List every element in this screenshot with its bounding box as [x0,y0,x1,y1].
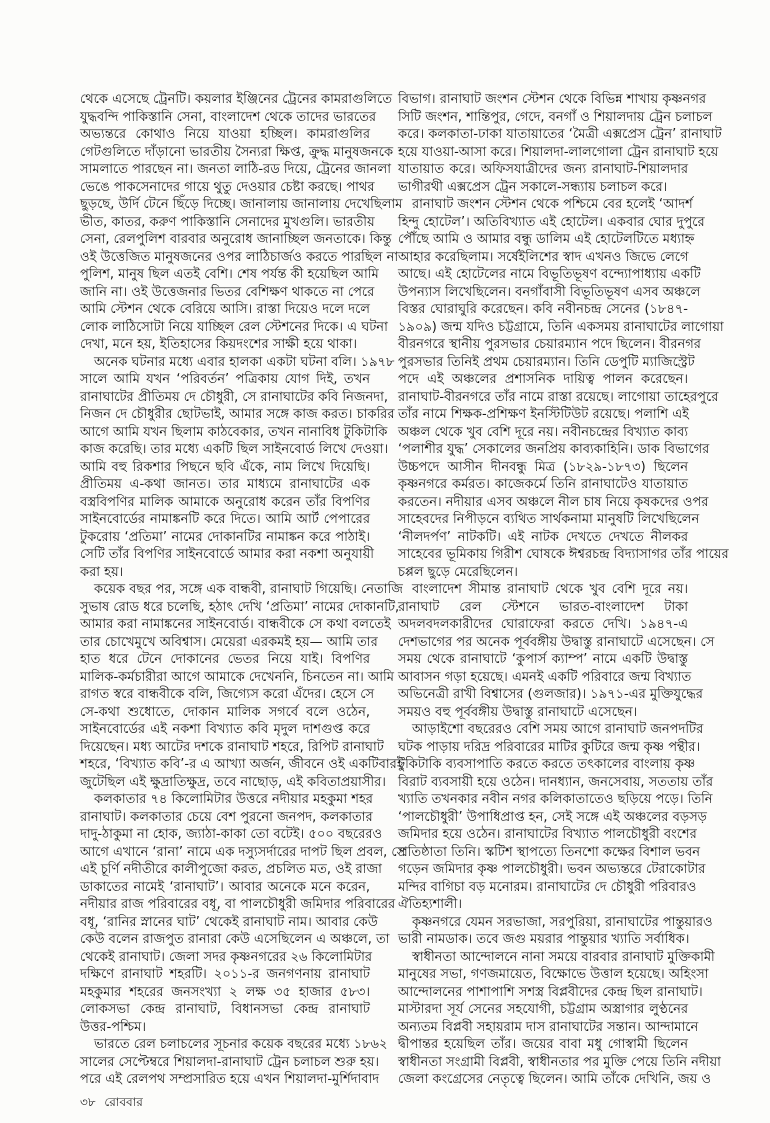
paragraph [398,949,721,1089]
text-line: অভিনেত্রী রাখী বিশ্বাসের (গুলজার)। ১৯৭১-এর মুক্তিযুদ্ধের [398,687,703,702]
text-line: সেটি তাঁর বিপণির সাইনবোর্ডে আমার করা নকশা অনুযায়ী [80,547,374,562]
text-line: টুকরোয় ‘প্রতিমা’ নামের দোকানটির নামাঙ্কন করে পাঠাই। [80,529,370,545]
text-line: সেনা, রেলপুলিশ বারবার অনুরোধ জানাচ্ছিল জনতাকে। কিন্তু [80,232,392,247]
text-line: সময় থেকে রানাঘাটে ‘কুপার্স ক্যাম্প’ নামে একটি উদ্বাস্তু [398,652,688,667]
text-line: করে। কলকাতা-ঢাকা যাতায়াতের ‘মৈত্রী এক্সপ্রেস ট্রেন’ রানাঘাট [398,127,722,142]
text-line: মালিক-কর্মচারীরা আগে আমাকে দেখেননি, চিনতেন না। আমি [80,669,394,685]
text-line: বিরাট ব্যবসায়ী হয়ে ওঠেন। দানধ্যান, জনসেবায়, সততায় তাঁর [398,774,713,790]
text-line: বীরনগরে স্থানীয় পুরসভার চেয়ারম্যান পদে ছিলেন। বীরনগর [398,337,701,352]
text-line: ভারী নামডাক। তবে জগু ময়রার পান্তুয়ার খ্যাতি সর্বাধিক। [398,932,690,947]
text-line: বিস্তর ঘোরাঘুরি করেছেন। কবি নবীনচন্দ্র সেনের (১৮৪৭- [398,302,688,317]
text-line: আন্দোলনের পাশাপাশি সশস্ত্র বিপ্লবীদের কেন্দ্র ছিল রানাঘাট। [398,984,703,1000]
text-line: সুভাষ রোড ধরে চলেছি, হঠাৎ দেখি ‘প্রতিমা’ নামের দোকানটি, [80,599,400,615]
text-line: সালের সেপ্টেম্বরে শিয়ালদা-রানাঘাট ট্রেন চলাচল শুরু হয়। [80,1054,380,1070]
text-line: আমার করা নামাঙ্কনের সাইনবোর্ড। বান্ধবীকে সে কথা বলতেই [80,617,391,632]
text-line: গেটগুলিতে দাঁড়ানো ভারতীয় সৈন্যরা ক্ষিপ্ত, ক্রুদ্ধ মানুষজনকে [80,144,394,160]
text-line: স্বাধীনতা আন্দোলনে নানা সময়ে বারবার রানাঘাট মুক্তিকামী [412,949,715,965]
text-line: সময়ও বহু পূর্ববঙ্গীয় উদ্বাস্তু রানাঘাটে এসেছেন। [398,704,638,720]
text-line: করতেন। নদীয়ার এসব অঞ্চলে নীল চাষ নিয়ে কৃষকদের ওপর [398,494,709,510]
text-line: অভ্যন্তরে কোথাও নিয়ে যাওয়া হচ্ছিল। কামরাগুলির [80,127,370,142]
text-line: পৌঁছে আমি ও আমার বন্ধু ডালিম এই হোটেলটিতে মধ্যাহ্ন [398,232,695,247]
text-line: দেশভাগের পর অনেক পূর্ববঙ্গীয় উদ্বাস্তু রানাঘাটে এসেছেন। সে [398,634,715,650]
text-line: ১৯০৯) জন্ম যদিও চট্টগ্রামে, তিনি একসময় রানাঘাটের লাগোয়া [398,319,724,335]
text-line: সাইনবোর্ডের এই নকশা বিখ্যাত কবি মৃদুল দাশগুপ্ত করে [80,722,370,737]
text-line: আছে। এই হোটেলের নামে বিভূতিভূষণ বন্দ্যোপাধ্যায় একটি [398,267,701,282]
text-line: বধূ, ‘রানির স্নানের ঘাট’ থেকেই রানাঘাট নাম। আবার কেউ [80,914,378,930]
text-line: ঐতিহ্যশালী। [398,897,463,912]
text-line: জুটেছিল এই ক্ষুদ্রাতিক্ষুদ্র, তবে নাছোড়, এই কবিতাপ্রয়াসীর। [80,774,386,790]
text-line: হাত ধরে টেনে দোকানের ভেতর নিয়ে যাই। বিপণির [80,652,370,667]
text-line: লোকসভা কেন্দ্র রানাঘাট, বিধানসভা কেন্দ্র রানাঘাট [80,1002,370,1017]
text-line: যাতায়াত করে। অফিসযাত্রীদের জন্য রানাঘাট-শিয়ালদার [398,162,688,177]
paragraph [398,91,722,196]
text-line: প্রীতিময় এ-কথা জানত। তার মাধ্যমে রানাঘাটের এক [80,477,370,492]
text-line: ভেঙে পাকসেনাদের গায়ে থুতু দেওয়ার চেষ্টা করছে। পাথর [80,179,375,195]
text-line: যুদ্ধবন্দি পাকিস্তানি সেনা, বাংলাদেশ থেকে তাদের ভারতের [80,109,377,125]
text-line: পুরসভার তিনিই প্রথম চেয়ারম্যান। তিনি ডেপুটি ম্যাজিস্ট্রেট [398,354,695,370]
text-line: কেউ বলেন রাজপুত রানারা কেউ এসেছিলেন এ অঞ্চলে, তা [80,932,390,947]
text-line: লোক লাঠিসোটা নিয়ে যাচ্ছিল রেল স্টেশনের দিকে। এ ঘটনা [80,319,388,335]
text-line: ডাকাতের নামেই ‘রানাঘাট’। আবার অনেকে মনে করেন, [80,879,370,895]
text-line: শহরে, ‘বিখ্যাত কবি’-র এ আখ্যা অর্জন, জীবনে ওই একটিবারই [80,757,404,772]
text-line: আমি বহু রিকশার পিছনে ছবি এঁকে, নাম লিখে দিয়েছি। [80,459,370,475]
text-line: দেখা, মনে হয়, ইতিহাসের কিয়দংশের সাক্ষী হয়ে থাকা। [80,337,358,352]
text-line: ভাগীরথী এক্সপ্রেস ট্রেন সকালে-সন্ধ্যায় চলাচল করে। [398,179,668,195]
text-line: কয়েক বছর পর, সঙ্গে এক বান্ধবী, রানাঘাট গিয়েছি। নেতাজি [94,582,403,597]
page-footer [80,1094,143,1110]
text-line: রানাঘাট। কলকাতার চেয়ে বেশ পুরনো জনপদ, কলকাতার [80,809,373,825]
text-line: উপন্যাস লিখেছিলেন। বনগাঁবাসী বিভূতিভূষণ এসব অঞ্চলে [398,284,701,300]
text-line: সালে আমি যখন ‘পরিবর্তন’ পত্রিকায় যোগ দিই, তখন [80,372,370,387]
text-line: হিন্দু হোটেল’। অতিবিখ্যাত এই হোটেল। একবার ঘোর দুপুরে [398,214,705,230]
text-line: থেকে এসেছে ট্রেনটি। কয়লার ইঞ্জিনের ট্রেনের কামরাগুলিতে [80,92,392,107]
text-line: অদলবদলকারীদের ঘোরাফেরা করতে দেখি। ১৯৪৭-এ [398,617,688,632]
text-line: ছুড়ছে, উর্দি টেনে ছিঁড়ে দিচ্ছে। জানালায় জানালায় দেখেছিলাম [80,197,403,212]
left-text-column [80,91,406,1089]
paragraph [80,791,406,1036]
text-line: গড়েন জমিদার কৃষ্ণ পালচৌধুরী। ভবন অভ্যন্তরে টেরাকোটার [398,862,706,877]
text-line: অনেক ঘটনার মধ্যে এবার হালকা একটা ঘটনা বলি। ১৯৭৮ [94,354,395,370]
page-number: ৩৮ [80,1095,96,1109]
paragraph [398,914,713,949]
paragraph [80,354,395,582]
text-line: মহকুমার শহরের জনসংখ্যা ২ লক্ষ ৩৫ হাজার ৫৮৩। [80,984,370,1000]
text-line: ঘটক পাড়ায় দরিদ্র পরিবারের মাটির কুটিরে জন্ম কৃষ্ণ পন্থীর। [398,739,701,755]
text-line: থেকেই রানাঘাট। জেলা সদর কৃষ্ণনগরের ২৬ কিলোমিটার [80,949,373,965]
text-line: কৃষ্ণনগরে কর্মরত। কাজেকর্মে তিনি রানাঘাটেও যাতায়াত [398,477,688,492]
text-line: পরে এই রেলপথ সম্প্রসারিত হয়ে এখন শিয়ালদা-মুর্শিদাবাদ [80,1072,380,1087]
text-line: উত্তর-পশ্চিম। [80,1019,146,1035]
text-line: আগে এখানে ‘রানা’ নামে এক দস্যুসর্দারের দাপট ছিল প্রবল, সে [80,844,406,860]
text-line: টুকিটাকি ব্যবসাপাতি করতে করতে তৎকালের বাংলায় কৃষ্ণ [398,757,696,772]
text-line: স্বাধীনতা সংগ্রামী বিপ্লবী, স্বাধীনতার পর মুক্তি পেয়ে তিনি নদীয়া [398,1054,721,1070]
text-line: এই চূর্ণি নদীতীরে কালীপুজো করত, প্রচলিত মত, ওই রাজা [80,862,382,877]
text-line: ওই উত্তেজিত মানুষজনের ওপর লাঠিচার্জও করতে পারছিল না [80,249,399,265]
text-line: কৃষ্ণনগরে যেমন সরভাজা, সরপুরিয়া, রানাঘাটের পান্তুয়ারও [412,914,713,930]
text-line: অন্যতম বিপ্লবী সহায়রাম দাস রানাঘাটের সন্তান। আন্দামানে [398,1019,699,1035]
paragraph [398,721,713,914]
text-line: দাদু-ঠাকুমা না হোক, জ্যাঠা-কাকা তো বটেই। ৫০০ বছরেরও [80,827,383,842]
text-line: কাজ করেছি। তার মধ্যে একটি ছিল সাইনবোর্ড লিখে দেওয়া। [80,442,389,457]
text-line: ‘নীলদর্পণ’ নাটকটি। এই নাটক দেখতে দেখতে নীলকর [398,529,688,545]
text-line: আমি স্টেশন থেকে বেরিয়ে আসি। রাস্তা দিয়েও দলে দলে [80,302,370,317]
text-line: রানাঘাট-বীরনগরে তাঁর নামে রাস্তা রয়েছে। লাগোয়া তাহেরপুরে [398,389,719,405]
text-line: আহার করেছিলাম। সর্ষেইলিশের স্বাদ এখনও জিভে লেগে [398,249,689,265]
text-line: অঞ্চল থেকে খুব বেশি দূরে নয়। নবীনচন্দ্রের বিখ্যাত কাব্য [398,424,688,440]
text-line: ভারতে রেল চলাচলের সূচনার কয়েক বছরের মধ্যে ১৮৬২ [94,1037,388,1052]
magazine-name: রোববার [104,1095,143,1109]
text-line: রাগত স্বরে বান্ধবীকে বলি, জিগ্যেস করো এঁদের। হেসে সে [80,687,375,702]
text-line: সে-কথা শুধোতে, দোকান মালিক সগর্বে বলে ওঠেন, [80,704,370,720]
text-line: দিয়েছেন। মধ্য আটের দশকে রানাঘাট শহরে, রিপিট রানাঘাট [80,739,384,755]
text-line: বস্ত্রবিপণির মালিক আমাকে অনুরোধ করেন তাঁর বিপণির [80,494,370,510]
text-line: নদীয়ার রাজ পরিবারের বধূ, বা পালচৌধুরী জমিদার পরিবারের [80,897,396,912]
text-line: বিভাগ। রানাঘাট জংশন স্টেশন থেকে বিভিন্ন শাখায় কৃষ্ণনগর [398,92,707,107]
text-line: চপ্পল ছুড়ে মেরেছিলেন। [398,564,518,580]
text-line: রানাঘাট জংশন স্টেশন থেকে পশ্চিমে বের হলেই ‘আদর্শ [412,197,693,212]
text-line: দ্বীপান্তর হয়েছিল তাঁর। জয়ের বাবা মধু গোস্বামী ছিলেন [398,1037,688,1052]
text-line: ‘পালচৌধুরী’ উপাধিপ্রাপ্ত হন, সেই সঙ্গে এই অঞ্চলের বড়সড় [398,809,707,825]
paragraph [398,196,729,581]
text-line: সাইনবোর্ডের নামাঙ্কনটি করে দিতে। আমি আর্ট পেপারের [80,512,370,527]
text-line: হয়ে যাওয়া-আসা করে। শিয়ালদা-লালগোলা ট্রেন রানাঘাট হয়ে [398,144,719,160]
text-line: মানুষের সভা, গণজমায়েত, বিক্ষোভে উত্তাল হয়েছে। অহিংসা [398,967,709,982]
text-line: খ্যাতি তখনকার নবীন নগর কলিকাতাতেও ছড়িয়ে পড়ে। তিনি [398,792,713,807]
text-line: মাস্টারদা সূর্য সেনের সহযোগী, চট্টগ্রাম অস্ত্রাগার লুণ্ঠনের [398,1002,688,1017]
paragraph [398,581,715,721]
text-line: ‘পলাশীর যুদ্ধ’ সেকালের জনপ্রিয় কাব্যকাহিনি। ডাক বিভাগের [398,442,710,457]
text-line: সিটি জংশন, শান্তিপুর, গেদে, বনগাঁ ও শিয়ালদায় ট্রেন চলাচল [398,109,713,125]
text-line: পদে এই অঞ্চলের প্রশাসনিক দায়িত্ব পালন করেছেন। [398,372,688,387]
text-line: মন্দির বাগিচা বড় মনোরম। রানাঘাটের দে চৌধুরী পরিবারও [398,879,697,895]
text-line: উচ্চপদে আসীন দীনবন্ধু মিত্র (১৮২৯-১৮৭৩) ছিলেন [398,459,688,475]
text-line: সামলাতে পারছেন না। জনতা লাঠি-রড দিয়ে, ট্রেনের জানলা [80,162,391,177]
text-line: পুলিশ, মানুষ ছিল এতই বেশি। শেষ পর্যন্ত কী হয়েছিল আমি [80,267,379,282]
paragraph [80,581,404,791]
text-line: সাহেবের ভূমিকায় গিরীশ ঘোষকে ঈশ্বরচন্দ্র বিদ্যাসাগর তাঁর পায়ের [398,547,729,562]
paragraph [80,91,403,354]
text-line: নিজন দে চৌধুরীর ছোটভাই, আমার সঙ্গে কাজ করত। চাকরির [80,407,395,422]
text-line: জমিদার হয়ে ওঠেন। রানাঘাটের বিখ্যাত পালচৌধুরী বংশের [398,827,697,842]
text-line: জেলা কংগ্রেসের নেতৃত্বে ছিলেন। আমি তাঁকে দেখিনি, জয় ও [398,1072,711,1087]
text-line: বাংলাদেশ সীমান্ত রানাঘাট থেকে খুব বেশি দূরে নয়। [412,582,688,597]
text-line: আবাসন গড়া হয়েছে। এমনই একটি পরিবারে জন্ম বিখ্যাত [398,669,692,685]
text-line: করা হয়। [80,564,124,580]
text-line: প্রতিষ্ঠাতা তিনি। স্কটিশ স্থাপত্যে তিনশো কক্ষের বিশাল ভবন [398,844,700,860]
text-line: তার চোখেমুখে অবিশ্বাস। মেয়েরা এরকমই হয়— আমি তার [80,634,378,650]
paragraph [80,1036,388,1089]
text-line: রানাঘাট রেল স্টেশনে ভারত-বাংলাদেশ টাকা [398,599,688,615]
text-line: কলকাতার ৭৪ কিলোমিটার উত্তরে নদীয়ার মহকুমা শহর [94,792,373,807]
text-line: তাঁর নামে শিক্ষক-প্রশিক্ষণ ইনস্টিটিউট রয়েছে। পলাশি এই [398,407,689,422]
right-text-column [398,91,729,1089]
text-line: সাহেবদের নিপীড়নে ব্যথিত সার্থকনামা মানুষটি লিখেছিলেন [398,512,700,527]
text-line: আগে আমি যখন ছিলাম কাঠবেকার, তখন নানাবিধ টুকিটাকি [80,424,388,440]
text-line: আড়াইশো বছরেরও বেশি সময় আগে রানাঘাট জনপদটির [412,722,704,737]
text-line: রানাঘাটের প্রীতিময় দে চৌধুরী, সে রানাঘাটের কবি নিজনদা, [80,389,389,405]
text-line: জানি না। ওই উত্তেজনার ভিতর বেশিক্ষণ থাকতে না পেরে [80,284,375,300]
text-line: দক্ষিণে রানাঘাট শহরটি। ২০১১-র জনগণনায় রানাঘাট [80,967,370,982]
text-line: ভীত, কাতর, করুণ পাকিস্তানি সেনাদের মুখগুলি। ভারতীয় [80,214,375,230]
